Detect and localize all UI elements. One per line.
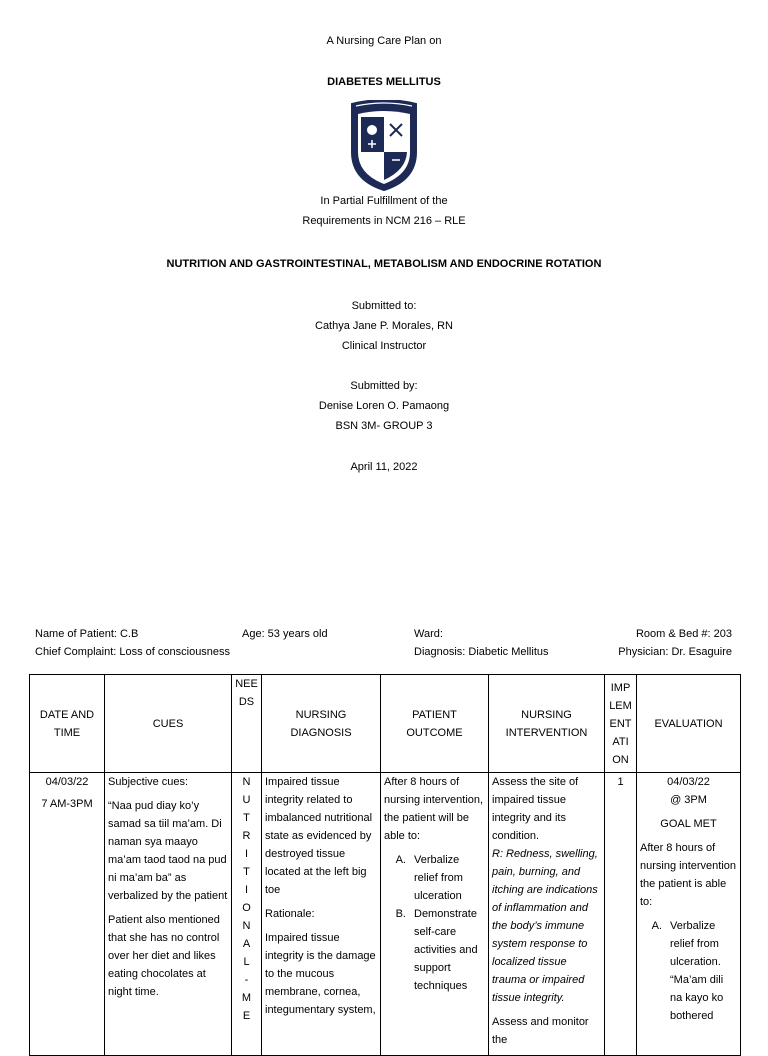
physician: Physician: Dr. Esaguire xyxy=(618,646,732,658)
eval-date: 04/03/22 xyxy=(667,776,710,788)
table-row xyxy=(30,773,741,1056)
header-nursing-diagnosis: NURSING DIAGNOSIS xyxy=(262,675,381,773)
patient-name: Name of Patient: C.B xyxy=(35,628,139,640)
submitted-by-section: BSN 3M- GROUP 3 xyxy=(335,420,433,432)
header-nursing-intervention: NURSING INTERVENTION xyxy=(489,675,605,773)
submitted-by-label: Submitted by: xyxy=(350,380,418,392)
header-date-time: DATE AND TIME xyxy=(30,675,105,773)
intervention-text: Assess the site of impaired tissue integrity and its condition. xyxy=(492,776,579,842)
outcome-item: A. Verbalize relief from ulceration xyxy=(395,854,463,902)
rationale-text: Impaired tissue integrity is the damage to the mucous membrane, cornea, integumentary system, xyxy=(265,932,376,1016)
cues-cell xyxy=(105,773,232,1056)
eval-list xyxy=(640,917,737,1025)
rationale-label: Rationale: xyxy=(265,908,315,920)
intervention-rationale: R: Redness, swelling, pain, burning, and itching are indications of inflammation and the body’s immune system response to localized tissue trauma or impaired tissue integrity. xyxy=(492,848,598,1004)
header-implementation: IMP LEM ENT ATI ON xyxy=(605,675,637,773)
nursing-diagnosis-cell xyxy=(262,773,381,1056)
eval-status: GOAL MET xyxy=(660,818,717,830)
outcome-list xyxy=(384,851,485,995)
submission-date: April 11, 2022 xyxy=(350,461,418,473)
needs-cell: N U T R I T I O N A L - M E xyxy=(232,773,262,1056)
header-patient-outcome: PATIENT OUTCOME xyxy=(381,675,489,773)
rotation-title: NUTRITION AND GASTROINTESTINAL, METABOLISM AND ENDOCRINE ROTATION xyxy=(166,258,602,270)
submitted-by-name: Denise Loren O. Pamaong xyxy=(318,400,450,412)
chief-complaint: Chief Complaint: Loss of consciousness xyxy=(35,646,231,658)
document-title: DIABETES MELLITUS xyxy=(327,76,441,88)
outcome-intro: After 8 hours of nursing intervention, the patient will be able to: xyxy=(384,776,484,842)
cues-heading: Subjective cues: xyxy=(108,776,189,788)
diagnosis-text: Impaired tissue integrity related to imbalanced nutritional state as evidenced by destroyed tissue located at the left big toe xyxy=(265,776,373,896)
fulfillment-line2: Requirements in NCM 216 – RLE xyxy=(302,215,466,227)
nursing-intervention-cell xyxy=(489,773,605,1056)
submitted-to-name: Cathya Jane P. Morales, RN xyxy=(315,320,453,332)
header-cues: CUES xyxy=(105,675,232,773)
diagnosis: Diagnosis: Diabetic Mellitus xyxy=(414,646,549,658)
cues-quote: “Naa pud diay ko’y samad sa tiil ma’am. Di naman sya maayo ma’am taod taod na pud ni ma’am ba” as verbalized by the patient xyxy=(108,800,228,902)
room-bed: Room & Bed #: 203 xyxy=(635,628,732,640)
college-seal-logo xyxy=(348,100,420,192)
table-header-row xyxy=(30,675,741,773)
date-time-cell xyxy=(30,773,105,1056)
patient-age: Age: 53 years old xyxy=(242,628,328,640)
submitted-to-role: Clinical Instructor xyxy=(341,340,427,352)
patient-outcome-cell xyxy=(381,773,489,1056)
eval-item: A. Verbalize relief from ulceration. “Ma’am dili na kayo ko bothered xyxy=(651,920,724,1022)
header-evaluation: EVALUATION xyxy=(637,675,741,773)
patient-ward: Ward: xyxy=(414,628,443,640)
fulfillment-line1: In Partial Fulfillment of the xyxy=(320,195,448,207)
submitted-to-label: Submitted to: xyxy=(351,300,417,312)
outcome-item: B. Demonstrate self-care activities and support techniques xyxy=(395,908,478,992)
row-time: 7 AM-3PM xyxy=(41,798,93,810)
evaluation-cell xyxy=(637,773,741,1056)
cues-more: Patient also mentioned that she has no control over her diet and likes eating chocolates at night time. xyxy=(108,914,220,998)
intervention-more: Assess and monitor the xyxy=(492,1016,589,1046)
implementation-cell: 1 xyxy=(605,773,637,1056)
row-date: 04/03/22 xyxy=(45,776,89,788)
eval-intro: After 8 hours of nursing intervention the patient is able to: xyxy=(640,842,737,908)
header-needs: NEE DS xyxy=(232,675,262,773)
nursing-care-plan-table xyxy=(29,674,741,1056)
eval-time: @ 3PM xyxy=(670,794,707,806)
cover-title-line1: A Nursing Care Plan on xyxy=(326,35,442,47)
